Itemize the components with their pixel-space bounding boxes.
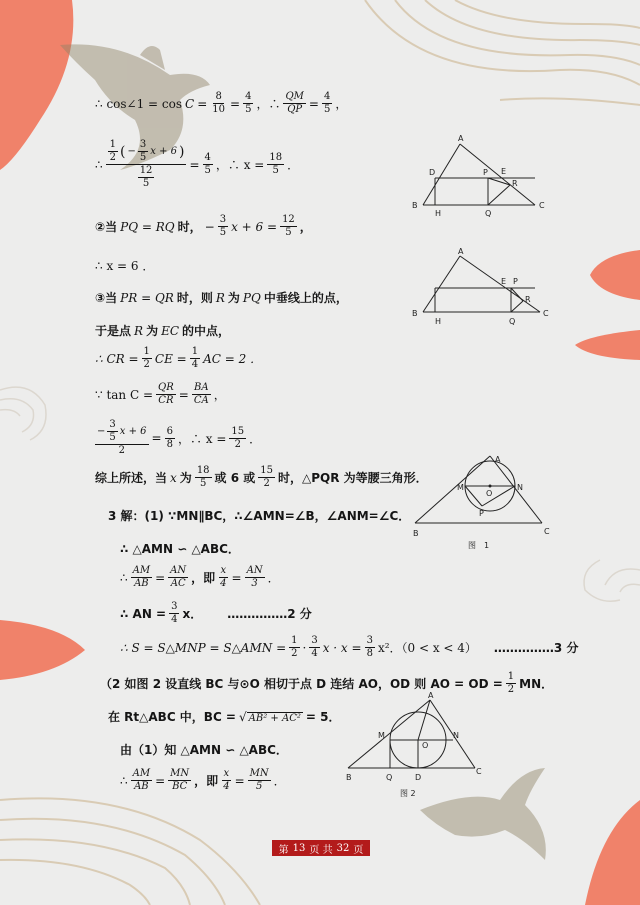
equals: = <box>155 773 166 788</box>
line-qr <box>511 301 523 312</box>
label-e: E <box>501 277 507 286</box>
line-area <box>120 636 578 659</box>
num: AM <box>132 565 151 576</box>
fraction <box>365 636 375 659</box>
den: 5 <box>255 781 263 792</box>
num: 3 <box>366 635 373 646</box>
label-c: C <box>476 767 482 776</box>
num: 1 <box>291 635 298 646</box>
condition: PR = QR <box>120 290 174 305</box>
text: x． <box>182 607 203 621</box>
condition: PQ = RQ <box>120 219 175 234</box>
text: ∴ △AMN ∽ △ABC． <box>120 542 240 556</box>
num: MN <box>249 768 269 779</box>
fraction <box>168 566 188 589</box>
figure-2-circle <box>340 690 490 800</box>
page-number-footer <box>272 840 370 856</box>
fraction <box>210 92 227 115</box>
text: ∵ tan C = <box>95 387 154 402</box>
den: AB <box>134 781 149 792</box>
label-m: M <box>378 731 385 740</box>
den: 5 <box>142 178 150 189</box>
equals: = <box>234 773 245 788</box>
var-r: R <box>134 323 144 338</box>
label-p: P <box>483 168 488 177</box>
fraction <box>192 383 211 406</box>
text: ∴ <box>95 157 103 172</box>
fraction <box>131 566 152 589</box>
den: AC <box>170 578 186 589</box>
fraction <box>229 427 246 450</box>
text: 时，则 <box>176 291 213 305</box>
bottom-left-waves <box>0 798 260 905</box>
label-c: C <box>544 527 550 536</box>
num: 6 <box>166 425 173 437</box>
left-cloud-pattern <box>0 387 46 440</box>
num: AN <box>170 565 187 576</box>
text: ，∴ <box>256 97 281 111</box>
den: 10 <box>212 104 226 115</box>
text: ． <box>267 571 280 585</box>
text: ，即 <box>194 774 219 788</box>
label-a: A <box>458 247 464 256</box>
equals: = <box>197 96 208 111</box>
den: 4 <box>191 359 199 370</box>
den: 5 <box>245 104 252 115</box>
text: ∴ <box>120 570 128 585</box>
text: 于是点 <box>95 324 132 338</box>
line-midpoint <box>95 322 230 339</box>
var-c: C <box>185 96 195 111</box>
label-d: D <box>415 773 422 782</box>
text: 由（1）知 △AMN ∽ △ABC． <box>120 743 288 757</box>
minus: − <box>204 219 215 234</box>
den: CR <box>158 395 174 406</box>
num: BA <box>193 382 209 393</box>
den: 4 <box>220 578 227 589</box>
den: 2 <box>263 478 270 489</box>
num: 18 <box>269 152 283 163</box>
line-case-3 <box>95 289 348 306</box>
figure-1-circle <box>410 448 560 553</box>
fraction <box>168 769 191 792</box>
equals: = <box>155 570 166 585</box>
text: （2 如图 2 设直线 BC 与⊙O 相切于点 D 连结 AO，OD 则 AO = OD = <box>100 677 503 691</box>
text: ， <box>213 388 226 402</box>
text: 时， <box>177 220 202 234</box>
var-r: R <box>215 290 225 305</box>
figure-1-caption: 图 1 <box>468 541 490 550</box>
score-3: ……………3 分 <box>493 641 579 655</box>
label-p: P <box>513 277 518 286</box>
label-p: P <box>479 509 484 518</box>
num: 3 <box>219 214 227 225</box>
total-pages: 32 <box>336 842 350 854</box>
text: 为 <box>146 324 159 338</box>
text: 时，△PQR 为等腰三角形． <box>278 471 428 485</box>
den: 2 <box>291 648 298 659</box>
num: 1 <box>109 139 117 150</box>
text: 3 解：(1) ∵MN∥BC，∴∠AMN=∠B，∠ANM=∠C． <box>108 509 411 523</box>
den: 4 <box>311 648 318 659</box>
fraction <box>289 636 299 659</box>
complex-den <box>136 165 157 189</box>
label-q: Q <box>386 773 393 782</box>
figure-b-triangle <box>405 244 555 334</box>
line-cr <box>95 347 262 370</box>
num: 3 <box>171 601 178 612</box>
text: ∴ CR = <box>95 351 139 366</box>
den: 5 <box>109 432 116 443</box>
fraction <box>218 215 228 238</box>
den: 3 <box>251 578 258 589</box>
den: 4 <box>223 781 230 792</box>
den: 8 <box>366 648 373 659</box>
fraction <box>218 566 228 589</box>
complex-den: 2 <box>118 445 125 456</box>
label-c: C <box>539 201 545 210</box>
den: 2 <box>507 684 515 695</box>
footer-text: 页 <box>353 844 364 856</box>
top-right-waves <box>365 0 640 105</box>
label-b: B <box>346 773 352 782</box>
minus: − <box>97 425 106 437</box>
num: 4 <box>323 91 331 102</box>
fraction <box>169 602 179 625</box>
fraction <box>138 166 155 189</box>
num: 3 <box>311 635 318 646</box>
fraction <box>190 347 200 370</box>
line-conclusion <box>95 466 428 489</box>
text: ∴ <box>120 773 128 788</box>
score-2: ……………2 分 <box>227 607 312 621</box>
label-c: C <box>543 309 549 318</box>
fraction <box>322 92 332 115</box>
fraction <box>245 566 265 589</box>
num: 1 <box>191 346 199 357</box>
label-b: B <box>413 529 419 538</box>
text: ③当 <box>95 291 118 305</box>
text: ． <box>249 431 262 446</box>
label-e: E <box>501 167 507 176</box>
fraction <box>165 427 175 450</box>
fraction <box>506 672 516 695</box>
den: 5 <box>139 152 147 163</box>
radicand: AB² + AC² <box>248 712 301 724</box>
label-a: A <box>428 691 434 700</box>
num: QM <box>285 91 304 102</box>
label-h: H <box>435 317 442 326</box>
label-b: B <box>412 201 418 210</box>
fraction <box>195 466 212 489</box>
text: ． <box>273 774 286 788</box>
fraction <box>283 92 305 115</box>
label-a: A <box>458 134 464 143</box>
fraction <box>156 383 176 406</box>
den: 5 <box>219 227 227 238</box>
den: 5 <box>323 104 331 115</box>
text: x + 6 = <box>231 219 278 234</box>
right-blob-1 <box>590 250 640 300</box>
text: x²．（0 < x < 4） <box>377 641 477 655</box>
den: 2 <box>109 152 117 163</box>
line-x-equals-6 <box>95 257 154 274</box>
num: 15 <box>260 465 273 476</box>
num: 18 <box>196 465 210 476</box>
label-m: M <box>457 483 464 492</box>
num: 1 <box>507 671 515 682</box>
text: ∴ cos∠1 = cos <box>95 96 183 111</box>
fraction <box>248 769 271 792</box>
complex-fraction <box>95 420 149 456</box>
fraction <box>107 420 117 443</box>
footer-text: 页 共 <box>309 844 333 856</box>
label-n: N <box>517 483 523 492</box>
text: 或 6 或 <box>214 471 256 485</box>
num: 4 <box>204 152 211 163</box>
num: 15 <box>231 425 245 437</box>
text: 为 <box>227 291 240 305</box>
den: 5 <box>199 478 207 489</box>
num: 4 <box>245 91 252 102</box>
label-o: O <box>422 741 429 750</box>
label-a: A <box>495 455 501 464</box>
complex-num: $\frac{1}{2}$ ( − $\frac{3}{5}$ x + 6 ) <box>106 140 187 165</box>
line-pr <box>511 288 523 301</box>
num: 1 <box>143 346 150 357</box>
num: 12 <box>282 214 295 225</box>
line-ratio-mn <box>120 769 286 792</box>
equals: = <box>178 387 189 402</box>
fraction <box>108 140 118 163</box>
sqrt: √ AB² + AC² <box>239 709 301 724</box>
line-bc-length <box>108 708 340 725</box>
footer-text: 第 <box>278 844 289 856</box>
fraction <box>309 636 319 659</box>
label-h: H <box>435 209 442 218</box>
num: AN <box>246 565 263 576</box>
line-similar-1 <box>120 540 240 557</box>
equals: = <box>231 570 242 585</box>
den: BC <box>172 781 188 792</box>
equals: = <box>151 431 162 445</box>
text: 综上所述，当 <box>95 471 168 485</box>
fraction <box>138 140 148 163</box>
den: 8 <box>166 438 173 450</box>
den: CA <box>193 395 209 406</box>
den: 2 <box>143 359 150 370</box>
text: x · x = <box>322 640 362 655</box>
den: QP <box>287 104 303 115</box>
den: 5 <box>285 227 292 238</box>
text: ∴ AN = <box>120 606 167 621</box>
fraction <box>243 92 253 115</box>
num: 12 <box>139 165 153 176</box>
num: QR <box>158 382 174 393</box>
text: ． <box>287 158 300 172</box>
figure-a-triangle <box>405 130 555 220</box>
dot: · <box>302 640 307 655</box>
line-ratio-an <box>120 566 280 589</box>
text: x + 6 <box>119 425 147 437</box>
text: 在 Rt△ABC 中，BC = <box>108 710 236 724</box>
num: x <box>223 768 230 779</box>
text: ， <box>335 97 348 111</box>
den: 5 <box>272 165 279 176</box>
label-q: Q <box>509 317 516 326</box>
text: ∴ S = S△MNP = S△AMN = <box>120 640 287 655</box>
fraction <box>131 769 152 792</box>
bottom-right-blob <box>585 800 640 905</box>
den: 4 <box>171 614 178 625</box>
right-blob-2 <box>575 330 640 360</box>
fraction <box>221 769 231 792</box>
edge-ab <box>423 256 460 312</box>
label-o: O <box>486 489 493 498</box>
text: ， <box>299 220 312 234</box>
equals: = <box>230 96 241 111</box>
label-r: R <box>512 179 518 188</box>
text: ，∴ x = <box>177 431 227 446</box>
line-similar-2 <box>120 741 288 758</box>
num: MN <box>170 768 190 779</box>
den: 2 <box>234 438 241 450</box>
center-o <box>489 485 492 488</box>
var-pq: PQ <box>242 290 261 305</box>
equals: = <box>189 157 200 172</box>
label-b: B <box>412 309 418 318</box>
current-page: 13 <box>292 842 306 854</box>
figure-2-caption: 图 2 <box>400 789 416 798</box>
line-tan-c <box>95 383 226 406</box>
text: CE = <box>154 351 187 366</box>
var-ec: EC <box>161 323 180 338</box>
label-q: Q <box>485 209 492 218</box>
num: 8 <box>215 91 222 102</box>
den: 5 <box>204 165 211 176</box>
line-case-2 <box>95 215 312 238</box>
text: ②当 <box>95 220 118 234</box>
edge-ac <box>490 456 542 523</box>
text: 为 <box>179 471 192 485</box>
fraction <box>267 153 284 176</box>
label-n: N <box>453 731 459 740</box>
right-cloud-pattern <box>584 560 640 601</box>
var-x: x <box>170 470 177 485</box>
text: x + 6 <box>150 145 177 157</box>
text: 中垂线上的点， <box>263 291 348 305</box>
line-ao <box>418 700 430 740</box>
complex-fraction <box>106 140 187 189</box>
line-qr <box>488 185 510 205</box>
fraction <box>280 215 297 238</box>
num: 3 <box>139 139 147 150</box>
text: ∴ x = 6 ． <box>95 259 155 273</box>
line-q3-part1 <box>108 507 410 524</box>
top-left-blob <box>0 0 73 170</box>
fraction <box>203 153 213 176</box>
line-an-value <box>120 602 312 625</box>
line-cos-angle: ∴ cos∠1 = cos C = $\frac{8}{10}$ = $\frac{4}{5}$ ，∴ $\frac{QM}{QP}$ = $\frac{4}{5}$ ， <box>95 91 348 115</box>
den: AB <box>134 578 149 589</box>
num: x <box>220 565 227 576</box>
fraction <box>258 466 275 489</box>
line-solve-x-18-5 <box>95 140 299 189</box>
num: AM <box>132 768 151 779</box>
complex-num <box>95 420 149 445</box>
num: 3 <box>109 419 116 430</box>
label-d: D <box>429 168 436 177</box>
text: ，即 <box>191 571 216 585</box>
fraction <box>142 347 152 370</box>
text: 的中点， <box>182 324 231 338</box>
line-solve-x-15-2 <box>95 420 261 456</box>
text: MN． <box>519 677 554 691</box>
text: AC = 2 ． <box>203 352 263 366</box>
left-blob <box>0 620 85 680</box>
text: = 5． <box>305 710 341 724</box>
label-r: R <box>525 295 531 304</box>
text: ，∴ x = <box>215 158 265 172</box>
